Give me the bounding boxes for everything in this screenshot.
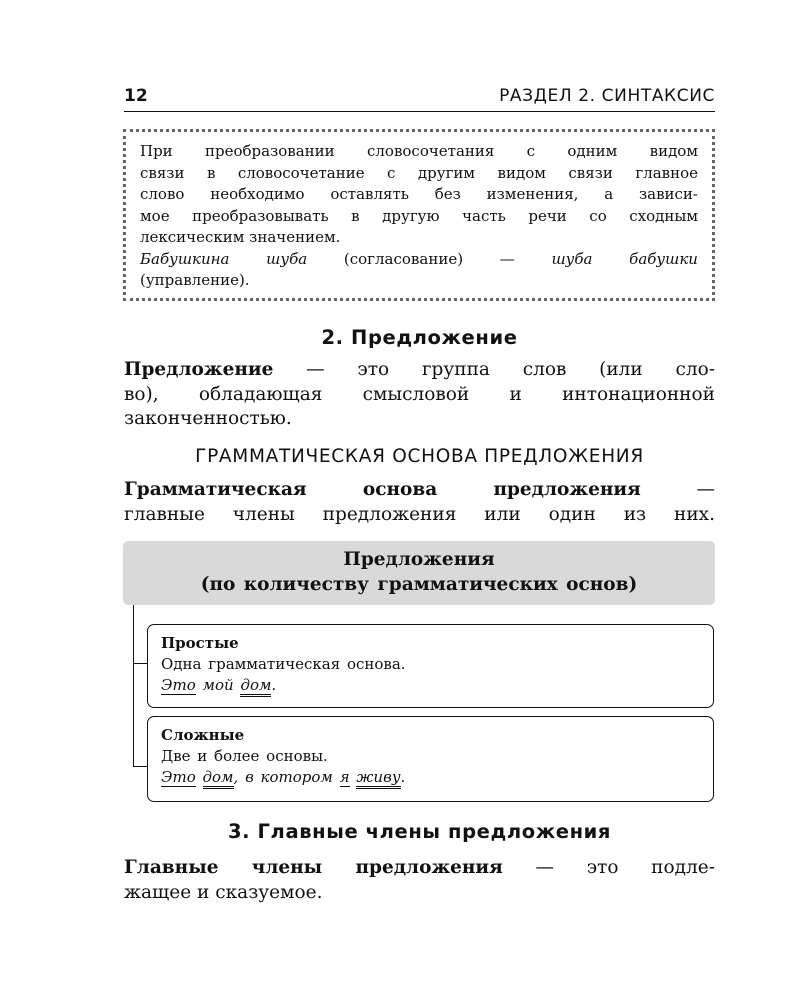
box-text: Две и более основы. — [161, 747, 328, 765]
definition-line — [124, 478, 715, 503]
definition-term: Грамматическая основа предложения — [124, 479, 641, 500]
subsection-title: ГРАММАТИЧЕСКАЯ ОСНОВА ПРЕДЛОЖЕНИЯ — [195, 446, 644, 467]
note-line: слово необходимо оставлять без изменения, а зависи- — [140, 185, 698, 203]
box-title: Простые — [161, 634, 239, 652]
main-members-definition — [124, 856, 715, 905]
simple-sentence-box — [147, 624, 714, 708]
note-line: мое преобразовывать в другую часть речи со сходным — [140, 206, 698, 225]
definition-line — [124, 358, 715, 383]
definition-text: — это группа слов (или сло- — [306, 359, 715, 380]
definition-term: Главные члены предложения — [124, 857, 503, 878]
note-example-type-2: (управление). — [140, 271, 250, 289]
running-head: РАЗДЕЛ 2. СИНТАКСИС — [499, 86, 715, 106]
note-example-phrase-2: шуба бабушки — [551, 249, 698, 268]
diagram-connector-vertical — [133, 605, 134, 767]
example-word: мой — [202, 676, 234, 694]
definition-line: законченностью. — [124, 408, 292, 429]
note-example-phrase-1: Бабушкина шуба — [140, 249, 308, 268]
diagram-connector — [133, 766, 148, 767]
example-word: в котором — [245, 768, 333, 786]
subject-word: я — [339, 768, 350, 786]
definition-line: во), обладающая смысловой и интонационной — [124, 383, 715, 405]
definition-line: жащее и сказуемое. — [124, 881, 323, 903]
section-title: 2. Предложение — [321, 326, 518, 349]
note-example-type-1: (согласование) — [343, 249, 464, 268]
note-example — [140, 249, 698, 271]
definition-text: — это подле- — [535, 857, 715, 878]
complex-sentence-box — [147, 716, 714, 802]
predicate-word: дом — [240, 677, 271, 697]
example-punct: . — [400, 768, 406, 786]
box-title: Сложные — [161, 726, 245, 744]
box-example — [161, 675, 700, 697]
sentence-definition — [124, 358, 715, 432]
diagram-header — [123, 541, 715, 605]
box-example — [161, 767, 700, 789]
note-example-dash: — — [499, 249, 515, 268]
diagram-subtitle: (по количеству грамматических основ) — [200, 574, 638, 595]
example-punct: . — [271, 676, 277, 694]
predicate-word: живу — [356, 769, 400, 789]
header-rule — [124, 111, 715, 112]
diagram-title: Предложения — [343, 549, 495, 570]
definition-line: главные члены предложения или один из них. — [124, 503, 715, 525]
definition-line — [124, 856, 715, 881]
note-line: При преобразовании словосочетания с одним видом — [140, 142, 698, 160]
note-line: связи в словосочетание с другим видом связи главное — [140, 163, 698, 182]
subject-word: Это — [161, 676, 196, 694]
subject-word: Это — [161, 768, 196, 786]
grammatical-basis-definition — [124, 478, 715, 527]
predicate-word: дом — [203, 769, 234, 789]
definition-term: Предложение — [124, 359, 274, 380]
box-text: Одна грамматическая основа. — [161, 655, 406, 673]
page-number: 12 — [124, 86, 148, 106]
definition-text: — — [696, 479, 715, 500]
rule-note-box — [123, 129, 715, 301]
example-punct: , — [233, 768, 239, 786]
diagram-connector — [133, 663, 148, 664]
note-line: лексическим значением. — [140, 228, 341, 246]
section-title: 3. Главные члены предложения — [227, 820, 612, 843]
